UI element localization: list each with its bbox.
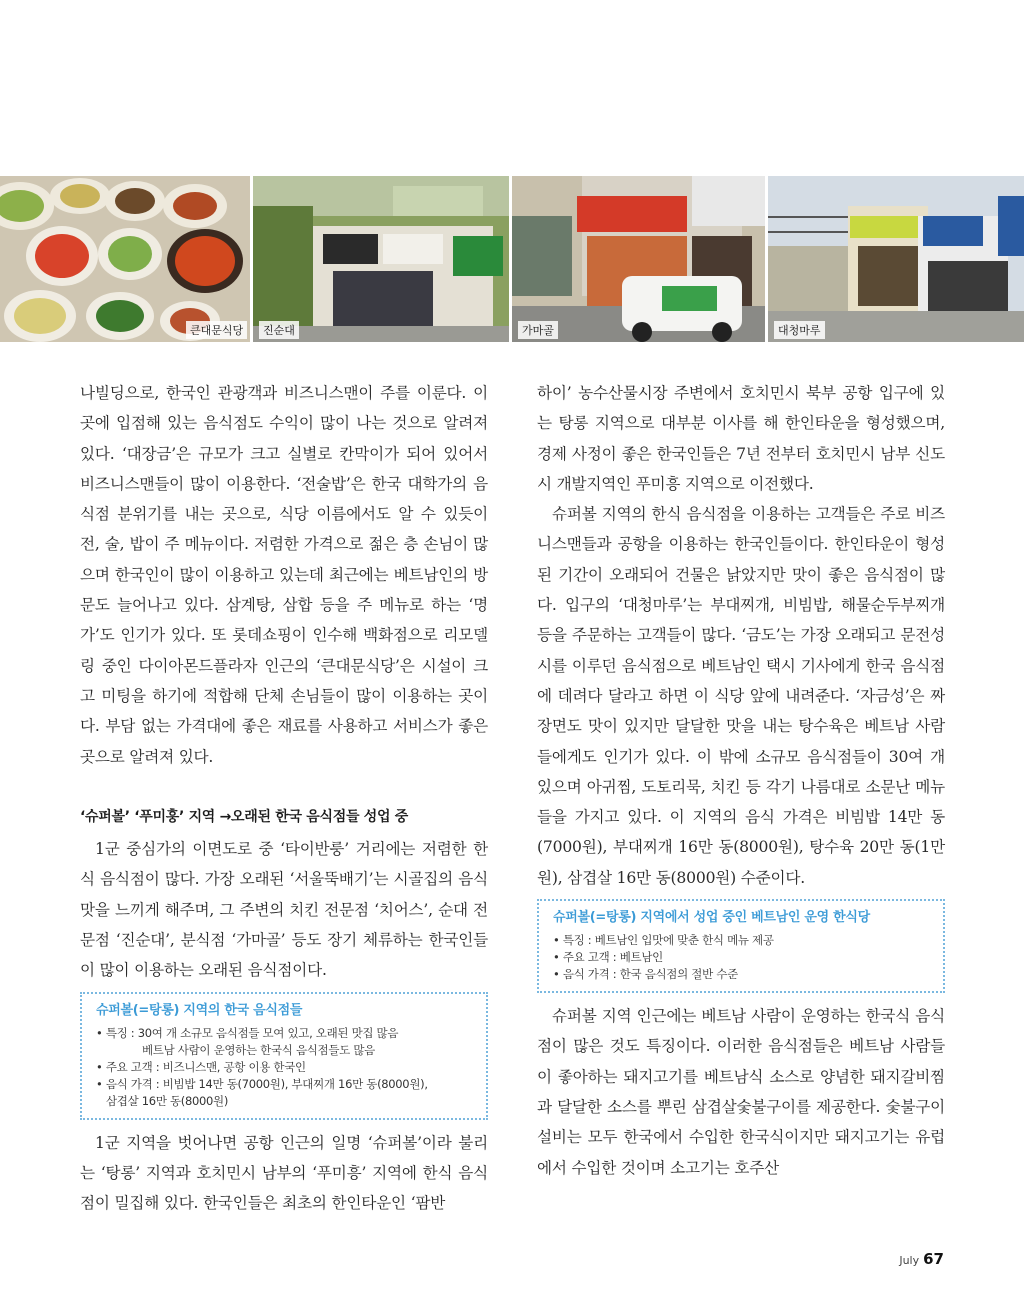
info-box-item — [553, 966, 929, 983]
info-value: 한국 음식점의 절반 수준 — [619, 967, 738, 982]
photo-gamagol — [512, 176, 765, 342]
article-column-left — [80, 378, 488, 1219]
street-photo-illustration — [768, 176, 1024, 342]
section-heading: ‘슈퍼볼’ ‘푸미훙’ 지역 →오래된 한국 음식점들 성업 중 — [80, 808, 409, 825]
info-value: 베트남인 입맛에 맞춘 한식 메뉴 제공 — [594, 933, 774, 948]
info-box-title: 슈퍼볼(=탕롱) 지역에서 성업 중인 베트남인 운영 한식당 — [553, 910, 870, 926]
info-key: • 특징 : — [96, 1025, 138, 1040]
info-box-item — [553, 949, 929, 966]
footer-month: July — [899, 1254, 920, 1267]
info-key: • 음식 가격 : — [553, 967, 620, 982]
body-paragraph: 나빌딩으로, 한국인 관광객과 비즈니스맨이 주를 이룬다. 이곳에 입점해 있는 음식점도 수익이 많이 나는 것으로 알려져 있다. ‘대장금’은 규모가 크고 실별로 칸막이가 되어 있어서 비즈니스맨들이 많이 이용한다. ‘전술밥’은 한국 대학가의 음식점 분위기를 내는 곳으로, 식당 이름에서도 알 수 있듯이 전, 술, 밥이 주 메뉴이다. 저렴한 가격으로 젊은 층 손님이 많으며 한국인이 많이 이용하고 있는데 최근에는 베트남인의 방문도 늘어나고 있다. 삼계탕, 삼합 등을 주 메뉴로 하는 ‘명가’도 인기가 있다. 또 롯데쇼핑이 인수해 백화점으로 리모델링 중인 다이아몬드플라자 인근의 ‘큰대문식당’은 시설이 크고 미팅을 하기에 적합해 단체 손님들이 많이 이용하는 곳이다. 부담 없는 가격대에 좋은 재료를 사용하고 서비스가 좋은 곳으로 알려져 있다. — [80, 384, 488, 766]
body-paragraph: 슈퍼볼 지역 인근에는 베트남 사람이 운영하는 한국식 음식점이 많은 것도 특징이다. 이러한 음식점들은 베트남 사람들이 좋아하는 돼지고기를 베트남식 소스로 양념한 돼지갈비찜과 달달한 소스를 뿌린 삼겹살숯불구이를 제공한다. 숯불구이 설비는 모두 한국에서 수입한 한국식이지만 돼지고기는 유럽에서 수입한 것이며 소고기는 호주산 — [537, 1007, 945, 1177]
info-key: • 주요 고객 : — [96, 1059, 163, 1074]
body-paragraph: 1군 중심가의 이면도로 중 ‘타이반룽’ 거리에는 저렴한 한식 음식점이 많다. 가장 오래된 ‘서울뚝배기’는 시골집의 음식 맛을 느끼게 해주며, 그 주변의 치킨 전문점 ‘치어스’, 순대 전문점 ‘진순대’, 분식점 ‘가마골’ 등도 장기 체류하는 한국인들이 많이 이용하는 오래된 음식점이다. — [80, 840, 488, 980]
photo-caption: 가마골 — [518, 321, 558, 339]
photo-strip — [0, 176, 1024, 342]
info-value-continued: 삼겹살 16만 동(8000원) — [106, 1093, 229, 1108]
info-value-continued: 베트남 사람이 운영하는 한국식 음식점들도 많음 — [142, 1042, 375, 1057]
body-paragraph: 슈퍼볼 지역의 한식 음식점을 이용하는 고객들은 주로 비즈니스맨들과 공항을 이용하는 한국인들이다. 한인타운이 형성된 기간이 오래되어 건물은 낡았지만 맛이 좋은 음식점이 많다. 입구의 ‘대청마루’는 부대찌개, 비빔밥, 해물순두부찌개 등을 주문하는 고객들이 많다. ‘금도’는 가장 오래되고 문전성시를 이루던 음식점으로 베트남인 택시 기사에게 한국 음식점에 데려다 달라고 하면 이 식당 앞에 내려준다. ‘자금성’은 짜장면도 맛이 있지만 달달한 맛을 내는 탕수육은 베트남 사람들에게도 인기가 있다. 이 밖에 소규모 음식점들이 30여 개 있으며 아귀찜, 도토리묵, 치킨 등 각기 나름대로 소문난 메뉴들을 가지고 있다. 이 지역의 음식 가격은 비빔밥 14만 동(7000원), 부대찌개 16만 동(8000원), 탕수육 20만 동(1만 원), 삼겹살 16만 동(8000원) 수준이다. — [537, 505, 945, 887]
street-photo-illustration — [253, 176, 509, 342]
info-box-item — [96, 1076, 472, 1110]
photo-daecheongmaru — [768, 176, 1024, 342]
info-key: • 특징 : — [553, 933, 595, 948]
body-paragraph: 하이’ 농수산물시장 주변에서 호치민시 북부 공항 입구에 있는 탕롱 지역으로 대부분 이사를 해 한인타운을 형성했으며, 경제 사정이 좋은 한국인들은 7년 전부터 호치민시 남부 신도시 개발지역인 푸미흥 지역으로 이전했다. — [537, 384, 945, 493]
info-box-title: 슈퍼볼(=탕롱) 지역의 한국 음식점들 — [96, 1002, 303, 1018]
info-value: 베트남인 — [619, 950, 663, 965]
photo-jinsundae — [253, 176, 509, 342]
body-paragraph: 1군 지역을 벗어나면 공항 인근의 일명 ‘슈퍼볼’이라 불리는 ‘탕롱’ 지역과 호치민시 남부의 ‘푸미흥’ 지역에 한식 음식점이 밀집해 있다. 한국인들은 최초의 한인타운인 ‘팜반 — [80, 1133, 488, 1213]
page-footer — [899, 1250, 944, 1268]
info-value: 30여 개 소규모 음식점들 모여 있고, 오래된 맛집 많음 — [137, 1025, 399, 1040]
photo-food-table — [0, 176, 250, 342]
street-photo-illustration — [512, 176, 765, 342]
info-value: 비빔밥 14만 동(7000원), 부대찌개 16만 동(8000원), — [162, 1076, 428, 1091]
food-photo-illustration — [0, 176, 250, 342]
info-box-list — [553, 932, 929, 983]
info-box-item — [96, 1025, 472, 1059]
photo-caption: 대청마루 — [774, 321, 825, 339]
info-box-item — [553, 932, 929, 949]
info-box-list — [96, 1025, 472, 1110]
photo-caption: 진순대 — [259, 321, 299, 339]
photo-caption: 큰대문식당 — [186, 321, 247, 339]
info-key: • 주요 고객 : — [553, 950, 620, 965]
article-column-right — [537, 378, 945, 1183]
info-value: 비즈니스맨, 공항 이용 한국인 — [162, 1059, 306, 1074]
info-box-item — [96, 1059, 472, 1076]
info-box — [537, 899, 945, 993]
info-key: • 음식 가격 : — [96, 1076, 163, 1091]
page-number: 67 — [923, 1250, 944, 1268]
info-box — [80, 992, 488, 1120]
